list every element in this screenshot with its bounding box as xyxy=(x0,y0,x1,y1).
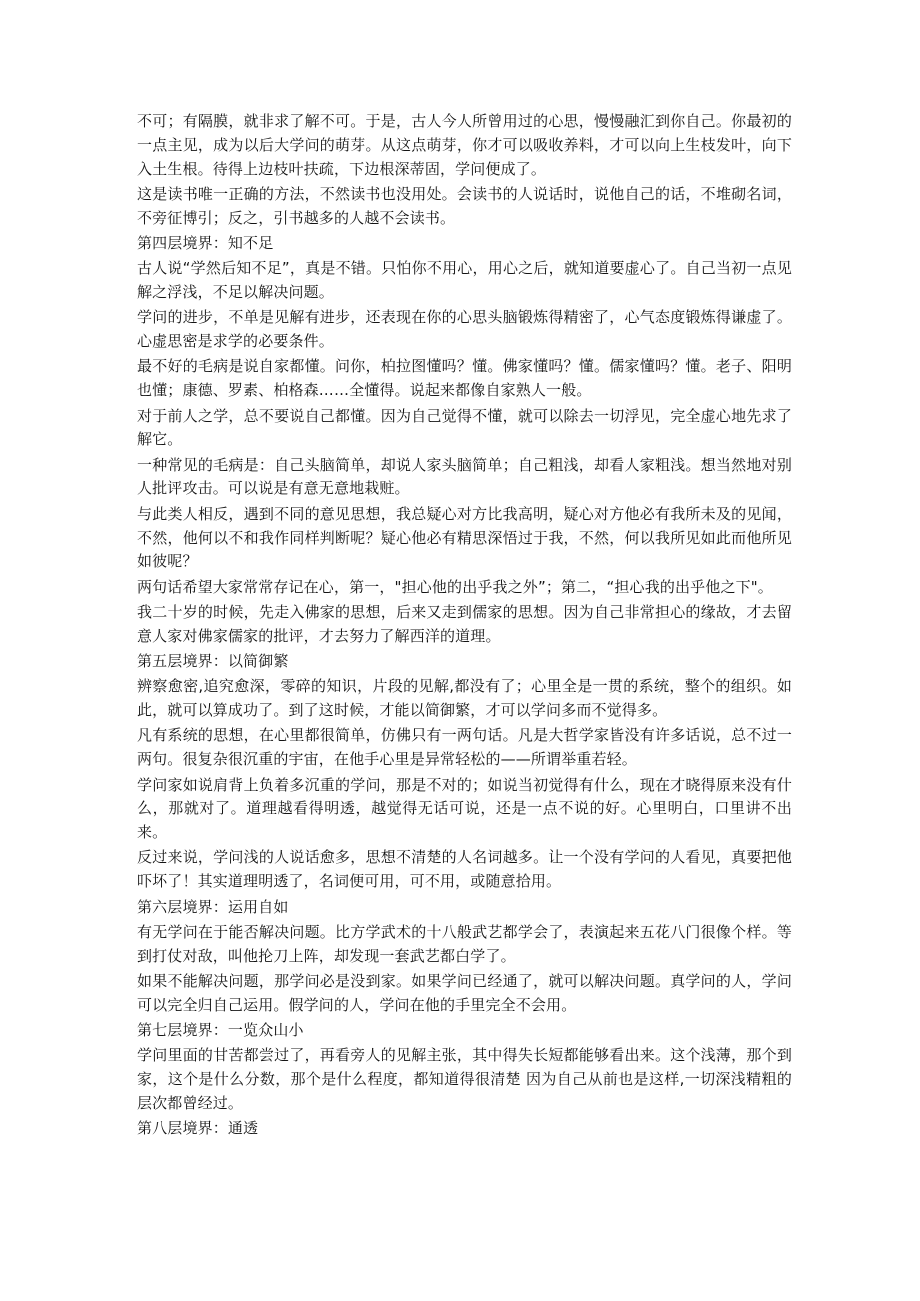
paragraph: 学问里面的甘苦都尝过了，再看旁人的见解主张，其中得失长短都能够看出来。这个浅薄，那个到家，这个是什么分数，那个是什么程度，都知道得很清楚 因为自己从前也是这样,一切深浅精粗的层次都曾经过。 xyxy=(137,1046,792,1112)
paragraph: 如果不能解决问题，那学问必是没到家。如果学问已经通了，就可以解决问题。真学问的人，学问可以完全归自己运用。假学问的人，学问在他的手里完全不会用。 xyxy=(137,971,792,1014)
paragraph: 不可；有隔膜，就非求了解不可。于是，古人今人所曾用过的心思，慢慢融汇到你自己。你最初的一点主见，成为以后大学问的萌芽。从这点萌芽，你才可以吸收养料，才可以向上生枝发叶，向下入土生根。待得上边枝叶扶疏，下边根深蒂固，学问便成了。 xyxy=(137,112,792,178)
paragraph: 我二十岁的时候，先走入佛家的思想，后来又走到儒家的思想。因为自己非常担心的缘故，才去留意人家对佛家儒家的批评，才去努力了解西洋的道理。 xyxy=(137,602,792,645)
paragraph: 凡有系统的思想，在心里都很简单，仿佛只有一两句话。凡是大哲学家皆没有许多话说，总不过一两句。很复杂很沉重的宇宙，在他手心里是异常轻松的——所谓举重若轻。 xyxy=(137,726,792,769)
section-heading: 第四层境界：知不足 xyxy=(137,233,274,252)
paragraph: 与此类人相反，遇到不同的意见思想，我总疑心对方比我高明，疑心对方他必有我所未及的见闻，不然，他何以不和我作同样判断呢？疑心他必有精思深悟过于我，不然，何以我所见如此而他所见如彼呢？ xyxy=(137,504,792,571)
paragraph: 这是读书唯一正确的方法，不然读书也没用处。会读书的人说话时，说他自己的话，不堆砌名词，不旁征博引；反之，引书越多的人越不会读书。 xyxy=(137,184,792,227)
paragraph: 一种常见的毛病是：自己头脑简单，却说人家头脑简单；自己粗浅，却看人家粗浅。想当然地对别人批评攻击。可以说是有意无意地栽赃。 xyxy=(137,455,792,498)
section-heading: 第七层境界：一览众山小 xyxy=(137,1020,304,1039)
paragraph: 古人说“学然后知不足”，真是不错。只怕你不用心，用心之后，就知道要虚心了。自己当初一点见解之浮浅，不足以解决问题。 xyxy=(137,259,792,302)
section-heading: 第八层境界：通透 xyxy=(137,1119,259,1138)
paragraph: 辨察愈密,追究愈深，零碎的知识，片段的见解,都没有了；心里全是一贯的系统，整个的组织。如此，就可以算成功了。到了这时候，才能以简御繁，才可以学问多而不觉得多。 xyxy=(137,677,792,720)
paragraph: 学问的进步，不单是见解有进步，还表现在你的心思头脑锻炼得精密了，心气态度锻炼得谦虚了。心虚思密是求学的必要条件。 xyxy=(137,308,792,351)
section-heading: 第五层境界：以简御繁 xyxy=(137,652,289,671)
paragraph: 对于前人之学，总不要说自己都懂。因为自己觉得不懂，就可以除去一切浮见，完全虚心地先求了解它。 xyxy=(137,406,792,449)
section-heading: 第六层境界：运用自如 xyxy=(137,897,289,916)
paragraph: 有无学问在于能否解决问题。比方学武术的十八般武艺都学会了，表演起来五花八门很像个样。等到打仗对敌，叫他抡刀上阵，却发现一套武艺都白学了。 xyxy=(137,922,792,965)
paragraph: 最不好的毛病是说自家都懂。问你，柏拉图懂吗？懂。佛家懂吗？懂。儒家懂吗？懂。老子、阳明也懂；康德、罗素、柏格森……全懂得。说起来都像自家熟人一般。 xyxy=(137,357,792,400)
paragraph: 反过来说，学问浅的人说话愈多，思想不清楚的人名词越多。让一个没有学问的人看见，真要把他吓坏了！其实道理明透了，名词便可用，可不用，或随意拾用。 xyxy=(137,848,792,891)
document-page xyxy=(137,110,792,1142)
paragraph: 学问家如说肩背上负着多沉重的学问，那是不对的；如说当初觉得有什么，现在才晓得原来没有什么，那就对了。道理越看得明透，越觉得无话可说，还是一点不说的好。心里明白，口里讲不出来。 xyxy=(137,775,792,842)
paragraph: 两句话希望大家常常存记在心，第一，"担心他的出乎我之外”；第二，“担心我的出乎他之下"。 xyxy=(137,577,773,596)
